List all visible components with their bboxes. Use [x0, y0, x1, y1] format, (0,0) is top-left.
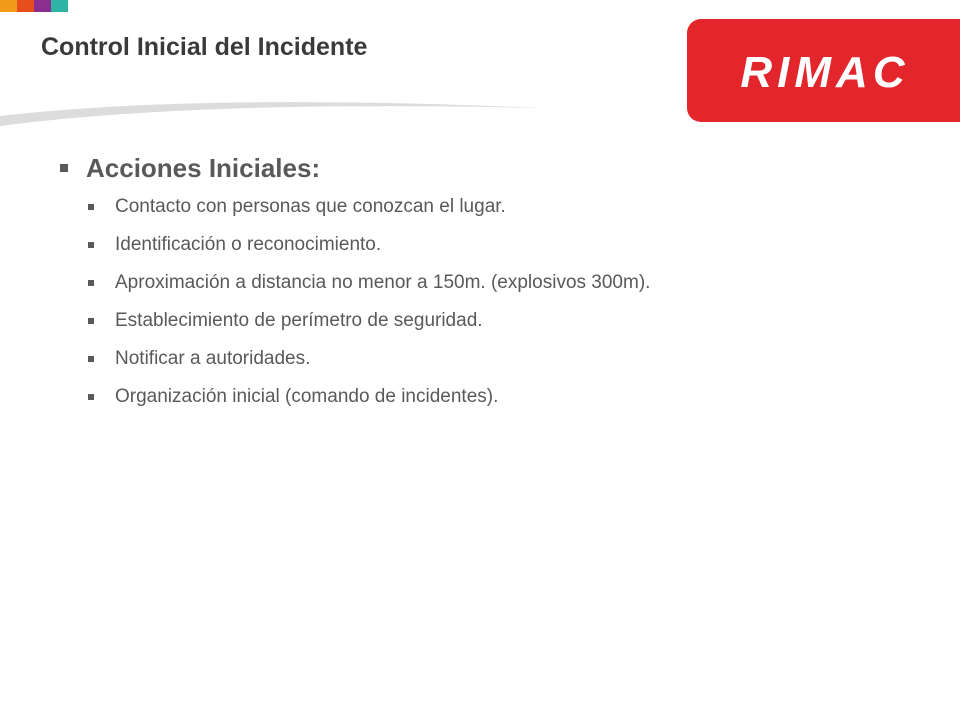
list-item	[88, 378, 920, 416]
square-bullet-icon	[88, 280, 94, 286]
list-item-label: Aproximación a distancia no menor a 150m. (explosivos 300m).	[115, 272, 651, 293]
strip-segment-orange	[0, 0, 17, 12]
list-item-label: Notificar a autoridades.	[115, 348, 311, 369]
action-list	[60, 188, 920, 416]
strip-segment-purple	[34, 0, 51, 12]
main-bullet	[60, 148, 920, 188]
square-bullet-icon	[88, 356, 94, 362]
list-item	[88, 226, 920, 264]
section-heading: Acciones Iniciales:	[86, 152, 321, 183]
list-item	[88, 188, 920, 226]
list-item-label: Establecimiento de perímetro de seguridad.	[115, 310, 483, 331]
rimac-logo	[687, 19, 960, 122]
square-bullet-icon	[88, 204, 94, 210]
list-item-label: Contacto con personas que conozcan el lugar.	[115, 196, 506, 217]
title-underline-swoosh	[0, 96, 540, 126]
slide-content	[60, 148, 920, 416]
list-item-label: Organización inicial (comando de incidentes).	[115, 386, 499, 407]
strip-segment-teal	[51, 0, 68, 12]
list-item	[88, 302, 920, 340]
square-bullet-icon	[88, 318, 94, 324]
list-item-label: Identificación o reconocimiento.	[115, 234, 382, 255]
square-bullet-icon	[60, 164, 68, 172]
strip-segment-red	[17, 0, 34, 12]
logo-wordmark: RIMAC	[740, 48, 910, 97]
square-bullet-icon	[88, 394, 94, 400]
brand-color-strip	[0, 0, 68, 12]
list-item	[88, 264, 920, 302]
list-item	[88, 340, 920, 378]
slide-title: Control Inicial del Incidente	[41, 33, 368, 61]
square-bullet-icon	[88, 242, 94, 248]
